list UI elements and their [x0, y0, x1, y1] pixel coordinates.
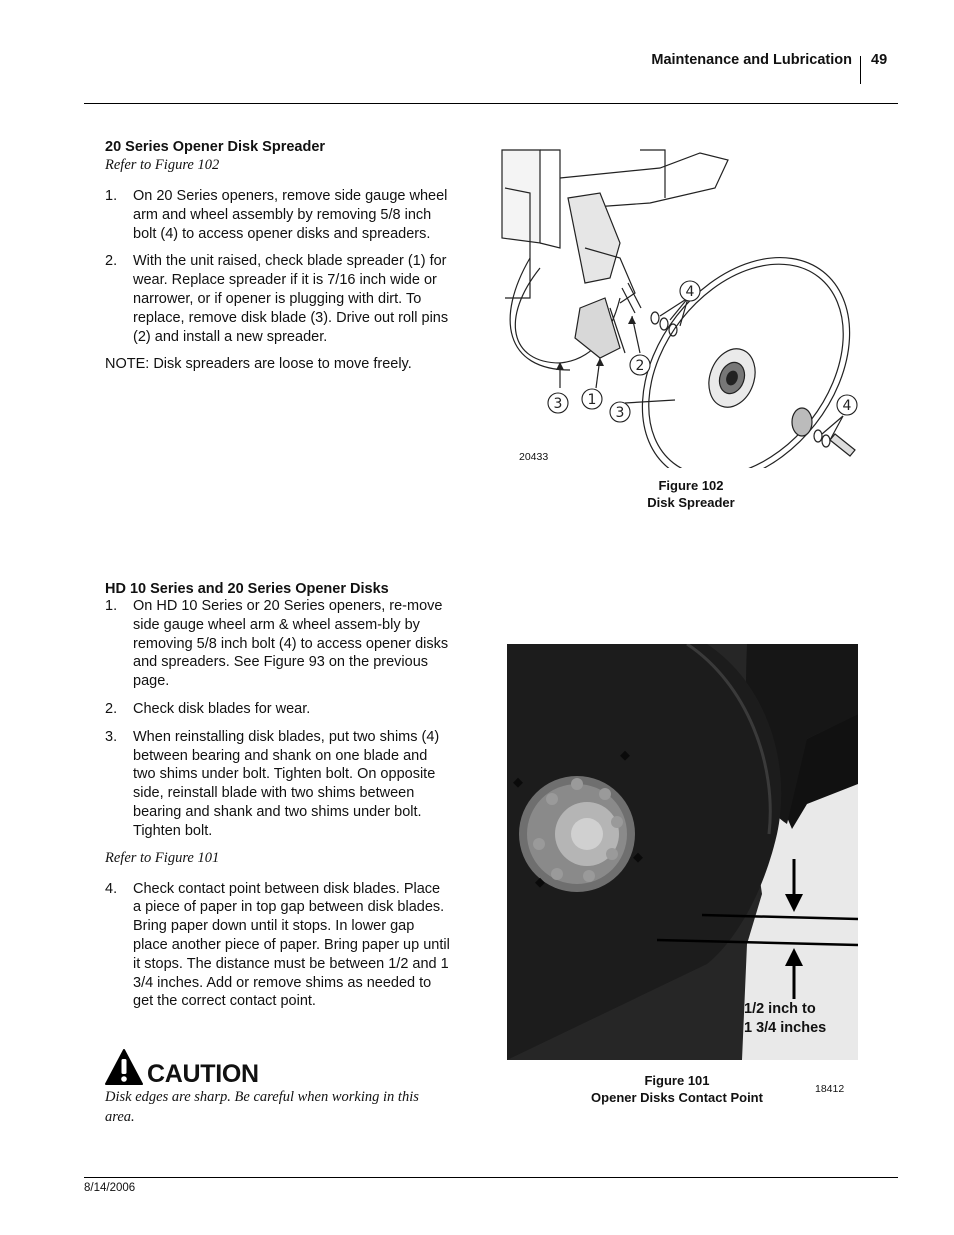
figure-102-caption — [581, 477, 801, 511]
figure-101-subtitle: Opener Disks Contact Point — [591, 1090, 763, 1105]
figure-reference: Refer to Figure 102 — [105, 157, 220, 173]
step-list-continued — [105, 880, 450, 1012]
figure-102-number: 20433 — [519, 451, 549, 463]
header-divider — [860, 56, 861, 84]
figure-101-title: Figure 101 — [644, 1073, 710, 1088]
step-item: 2. With the unit raised, check blade spreader (1) for wear. Replace spreader if it is 7/16 inch wide or narrower, or if opener is plugging with dirt. To replace, remove disk blade (3). Drive out roll pins (2) and install a new spreader. — [105, 253, 449, 345]
figure-102-drawing — [500, 148, 870, 468]
step-item: 2. Check disk blades for wear. — [105, 700, 311, 717]
disk-spreader-illustration — [500, 148, 870, 468]
callout-label: 1 — [587, 392, 597, 408]
figure-101-caption — [567, 1072, 787, 1106]
step-list — [105, 187, 450, 346]
opener-disks-photo — [507, 644, 858, 1060]
callout-label: 2 — [635, 358, 645, 374]
figure-102-title: Figure 102 — [658, 478, 724, 493]
footer-date: 8/14/2006 — [84, 1182, 136, 1194]
bottom-rule — [84, 1177, 898, 1178]
section-title: HD 10 Series and 20 Series Opener Disks — [105, 581, 389, 597]
section-title: 20 Series Opener Disk Spreader — [105, 139, 326, 155]
callout-label: 3 — [553, 396, 563, 412]
callout-label: 3 — [615, 405, 625, 421]
figure-reference: Refer to Figure 101 — [105, 849, 220, 866]
caution-title: CAUTION — [147, 1060, 259, 1088]
step-list — [105, 597, 450, 841]
step-item: 1. On HD 10 Series or 20 Series openers, re-move side gauge wheel arm & wheel assem-bly by removing 5/8 inch bolt (4) to access opener disks and spreaders. See Figure 93 on the previous page. — [105, 598, 449, 690]
contact-range-label: 1/2 inch to 1 3/4 inches — [744, 1001, 827, 1036]
callout-label: 4 — [685, 284, 695, 300]
step-item: 4. Check contact point between disk blades. Place a piece of paper in top gap between disk blades. Bring paper down until it stops. In lower gap place another piece of paper. Bring paper up until it stops. The distance must be between 1/2 and 1 3/4 inches. Add or remove shims as needed to get the correct contact point. — [105, 880, 450, 1010]
figure-101-photo — [507, 644, 858, 1060]
callout-label: 4 — [842, 398, 852, 414]
step-item: 1. On 20 Series openers, remove side gauge wheel arm and wheel assembly by removing 5/8 inch bolt (4) to access opener disks and spreaders. — [105, 188, 448, 242]
section-opener-disks — [105, 581, 450, 1020]
note-text: NOTE: Disk spreaders are loose to move freely. — [105, 356, 412, 373]
header-section-title: Maintenance and Lubrication — [651, 52, 852, 68]
step-item: 3. When reinstalling disk blades, put two shims (4) between bearing and shank on one blade and two shims under bolt. Tighten bolt. On opposite side, reinstall blade with two shims between bearing and shank and two shims under bolt. Tighten bolt. — [105, 728, 440, 839]
section-disk-spreader — [105, 139, 450, 374]
caution-text: Disk edges are sharp. Be careful when working in this area. — [105, 1089, 419, 1125]
figure-102-subtitle: Disk Spreader — [647, 495, 735, 510]
top-rule — [84, 103, 898, 104]
page-number: 49 — [871, 52, 888, 68]
figure-101-number: 18412 — [815, 1083, 845, 1095]
warning-triangle-icon — [105, 1048, 143, 1086]
